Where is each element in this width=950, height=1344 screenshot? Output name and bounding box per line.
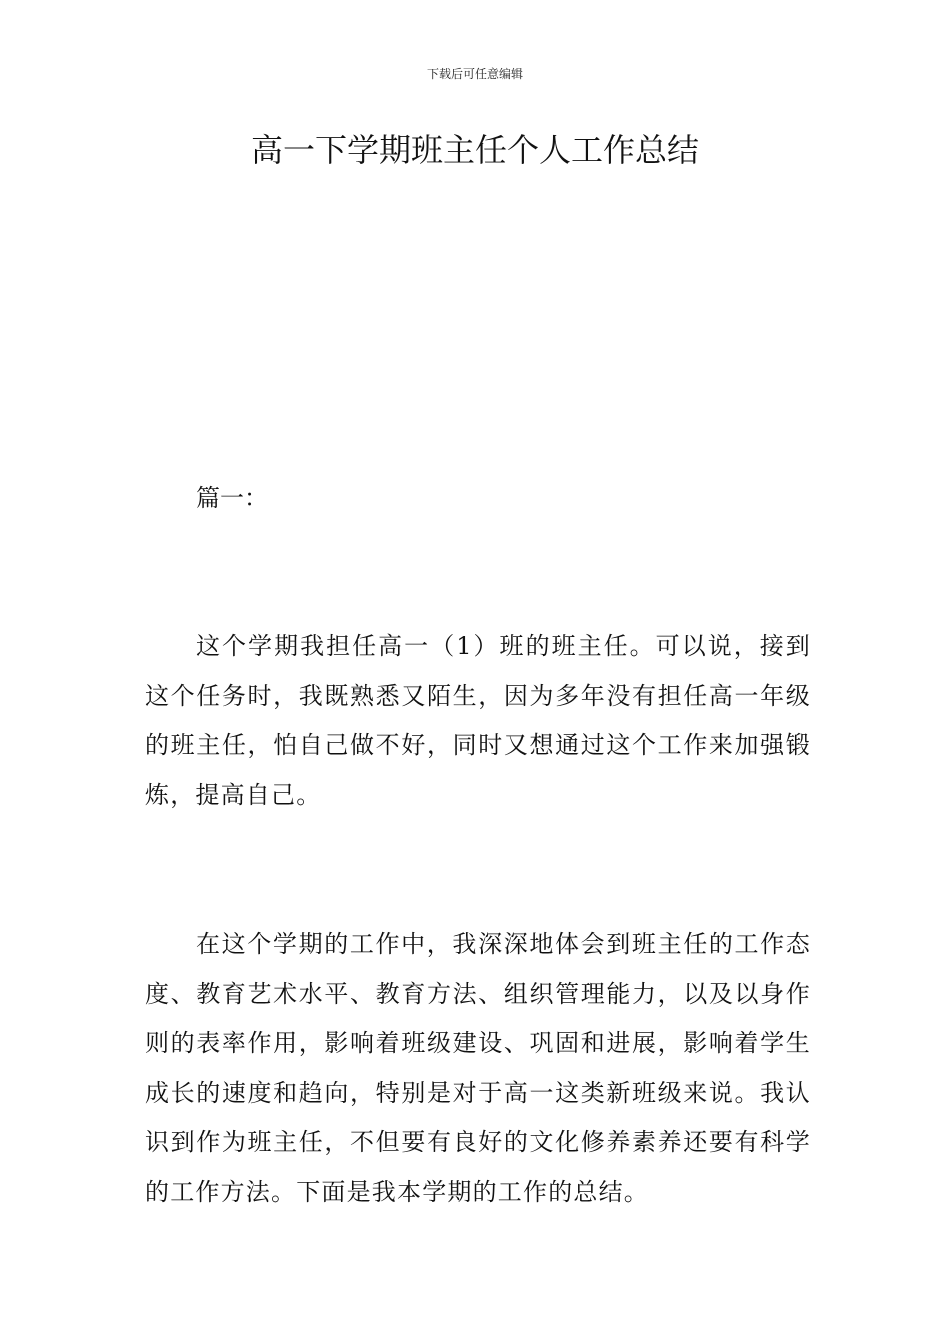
paragraph-2: 在这个学期的工作中，我深深地体会到班主任的工作态度、教育艺术水平、教育方法、组织管理能力，以及以身作则的表率作用，影响着班级建设、巩固和进展，影响着学生成长的速度和趋向，特别是对于高一这类新班级来说。我认识到作为班主任，不但要有良好的文化修养素养还要有科学的工作方法。下面是我本学期的工作的总结。 bbox=[145, 930, 811, 1206]
header-note: 下载后可任意编辑 bbox=[426, 67, 523, 81]
document-title: 高一下学期班主任个人工作总结 bbox=[250, 131, 699, 169]
section-label: 篇一： bbox=[196, 484, 268, 512]
paragraph-1: 这个学期我担任高一（1）班的班主任。可以说，接到这个任务时，我既熟悉又陌生，因为多年没有担任高一年级的班主任，怕自己做不好，同时又想通过这个工作来加强锻炼，提高自己。 bbox=[145, 632, 811, 809]
